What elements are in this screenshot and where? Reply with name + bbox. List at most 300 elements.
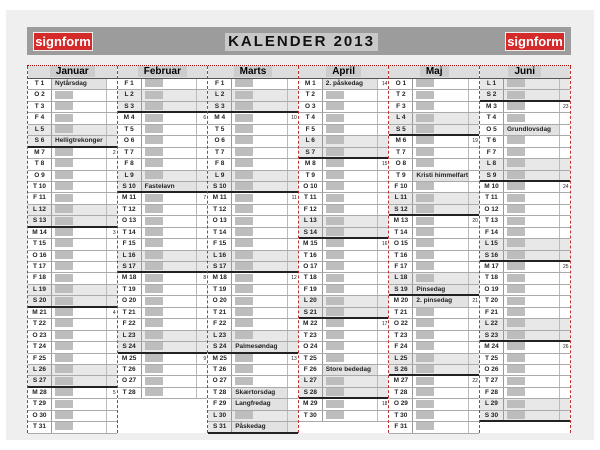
day-label: T 14 xyxy=(208,228,232,238)
note-placeholder xyxy=(235,182,253,190)
day-row[interactable] xyxy=(299,296,389,307)
day-row[interactable] xyxy=(118,331,208,342)
day-note xyxy=(142,102,197,111)
note-placeholder xyxy=(507,239,525,247)
week-number xyxy=(196,159,207,169)
day-row[interactable] xyxy=(208,182,298,193)
day-row[interactable] xyxy=(118,216,208,227)
day-row[interactable] xyxy=(480,102,570,113)
note-placeholder xyxy=(235,125,253,133)
note-placeholder xyxy=(235,159,253,167)
day-row[interactable] xyxy=(208,411,298,422)
day-note xyxy=(323,193,378,203)
day-row[interactable] xyxy=(208,125,298,136)
week-number xyxy=(377,182,388,192)
day-row[interactable] xyxy=(389,125,479,136)
day-label: O 2 xyxy=(28,90,52,100)
day-row[interactable] xyxy=(480,331,570,342)
day-row[interactable] xyxy=(118,376,208,387)
week-number: 4 xyxy=(106,308,117,318)
day-row[interactable] xyxy=(480,228,570,239)
day-row[interactable] xyxy=(208,159,298,170)
day-row[interactable] xyxy=(299,228,389,239)
day-row[interactable] xyxy=(28,239,117,250)
holiday-name: Nytårsdag xyxy=(52,79,106,89)
month-header xyxy=(299,66,389,79)
day-note xyxy=(323,376,378,386)
day-row[interactable] xyxy=(299,262,389,273)
day-note xyxy=(413,216,468,226)
day-row[interactable] xyxy=(118,273,208,284)
day-note xyxy=(413,205,468,214)
day-row[interactable] xyxy=(118,228,208,239)
day-row[interactable] xyxy=(389,262,479,273)
day-row[interactable] xyxy=(28,79,117,90)
day-row[interactable] xyxy=(299,388,389,399)
day-row[interactable] xyxy=(299,102,389,113)
day-row[interactable] xyxy=(28,159,117,170)
month-column-februar xyxy=(118,66,209,433)
note-placeholder xyxy=(326,411,344,419)
day-row[interactable] xyxy=(118,113,208,124)
day-note xyxy=(504,90,559,99)
day-row[interactable] xyxy=(28,251,117,262)
day-row[interactable] xyxy=(118,251,208,262)
day-row[interactable] xyxy=(299,308,389,319)
week-number xyxy=(559,113,570,123)
day-label: T 11 xyxy=(480,193,504,203)
day-label: L 9 xyxy=(118,171,142,181)
day-row[interactable] xyxy=(389,411,479,422)
day-note xyxy=(413,228,468,238)
day-row[interactable] xyxy=(208,399,298,410)
note-placeholder xyxy=(507,331,525,339)
day-row[interactable] xyxy=(480,125,570,136)
day-row[interactable] xyxy=(480,159,570,170)
day-row[interactable] xyxy=(118,125,208,136)
day-row[interactable] xyxy=(118,354,208,365)
day-row[interactable] xyxy=(118,308,208,319)
day-row[interactable] xyxy=(28,354,117,365)
day-row[interactable] xyxy=(389,136,479,147)
day-row[interactable] xyxy=(208,388,298,399)
day-row[interactable] xyxy=(28,148,117,159)
day-row[interactable] xyxy=(299,159,389,170)
day-row[interactable] xyxy=(208,342,298,353)
day-label: T 31 xyxy=(28,422,52,432)
day-row[interactable] xyxy=(389,159,479,170)
day-row[interactable] xyxy=(208,79,298,90)
day-row[interactable] xyxy=(480,285,570,296)
note-placeholder xyxy=(416,422,434,430)
day-row[interactable] xyxy=(389,285,479,296)
day-label: M 18 xyxy=(118,273,142,283)
day-row[interactable] xyxy=(208,251,298,262)
day-row[interactable] xyxy=(480,342,570,353)
day-note xyxy=(52,354,106,364)
day-row[interactable] xyxy=(208,216,298,227)
week-number xyxy=(287,399,298,409)
day-row[interactable] xyxy=(28,193,117,204)
day-note xyxy=(504,285,559,295)
day-row[interactable] xyxy=(480,90,570,101)
day-row[interactable] xyxy=(389,239,479,250)
day-row[interactable] xyxy=(28,90,117,101)
day-row[interactable] xyxy=(389,251,479,262)
day-row[interactable] xyxy=(28,273,117,284)
day-row[interactable] xyxy=(208,171,298,182)
week-number xyxy=(559,411,570,420)
day-row[interactable] xyxy=(28,228,117,239)
day-row[interactable] xyxy=(208,376,298,387)
day-row[interactable] xyxy=(480,251,570,262)
week-number xyxy=(468,182,479,192)
day-row[interactable] xyxy=(480,388,570,399)
day-note xyxy=(323,251,378,261)
day-row[interactable] xyxy=(28,365,117,376)
holiday-name: Grundlovsdag xyxy=(504,125,559,135)
day-row[interactable] xyxy=(389,113,479,124)
day-row[interactable] xyxy=(480,273,570,284)
day-row[interactable] xyxy=(208,239,298,250)
day-row[interactable] xyxy=(28,422,117,433)
note-placeholder xyxy=(507,388,525,396)
note-placeholder xyxy=(55,400,73,408)
day-row[interactable] xyxy=(389,376,479,387)
day-row[interactable] xyxy=(208,422,298,433)
day-row[interactable] xyxy=(299,319,389,330)
day-row[interactable] xyxy=(389,228,479,239)
day-label: T 9 xyxy=(299,171,323,181)
day-label: T 14 xyxy=(389,228,413,238)
note-placeholder xyxy=(235,102,253,110)
week-number xyxy=(106,422,117,432)
note-placeholder xyxy=(235,205,253,213)
page-title: KALENDER 2013 xyxy=(225,33,378,51)
note-placeholder xyxy=(416,262,434,270)
note-placeholder xyxy=(55,331,73,339)
week-number xyxy=(377,205,388,215)
day-label: O 26 xyxy=(480,365,504,375)
day-row[interactable] xyxy=(299,365,389,376)
day-label: F 25 xyxy=(28,354,52,364)
day-row[interactable] xyxy=(28,342,117,353)
note-placeholder xyxy=(55,102,73,110)
note-placeholder xyxy=(55,411,73,419)
day-row[interactable] xyxy=(118,296,208,307)
day-note xyxy=(413,193,468,203)
day-label: T 19 xyxy=(208,285,232,295)
day-label: T 1 xyxy=(28,79,52,89)
day-row[interactable] xyxy=(28,399,117,410)
day-row[interactable] xyxy=(299,148,389,159)
week-number xyxy=(287,159,298,169)
day-row[interactable] xyxy=(389,90,479,101)
day-row[interactable] xyxy=(480,296,570,307)
day-label: T 11 xyxy=(299,193,323,203)
day-row[interactable] xyxy=(480,365,570,376)
note-placeholder xyxy=(235,319,253,327)
day-row[interactable] xyxy=(299,411,389,422)
week-number xyxy=(468,399,479,409)
week-number xyxy=(468,102,479,112)
day-row[interactable] xyxy=(28,262,117,273)
day-row[interactable] xyxy=(208,308,298,319)
day-row[interactable] xyxy=(299,399,389,410)
month-name: April xyxy=(326,66,361,77)
day-row[interactable] xyxy=(28,125,117,136)
day-note xyxy=(413,136,468,146)
day-row[interactable] xyxy=(299,251,389,262)
day-row[interactable] xyxy=(118,193,208,204)
day-label: L 2 xyxy=(118,90,142,100)
day-row[interactable] xyxy=(299,193,389,204)
day-row[interactable] xyxy=(389,216,479,227)
day-row[interactable] xyxy=(299,79,389,90)
day-row[interactable] xyxy=(389,365,479,376)
day-note xyxy=(52,376,106,385)
week-number xyxy=(106,136,117,145)
day-row[interactable] xyxy=(28,171,117,182)
day-row[interactable] xyxy=(389,205,479,216)
day-row[interactable] xyxy=(299,376,389,387)
day-note xyxy=(232,193,287,203)
day-row[interactable] xyxy=(389,422,479,433)
day-row[interactable] xyxy=(208,148,298,159)
day-row[interactable] xyxy=(28,205,117,216)
note-placeholder xyxy=(507,159,525,167)
day-note xyxy=(232,125,287,135)
week-number xyxy=(196,319,207,329)
day-row[interactable] xyxy=(389,273,479,284)
day-note xyxy=(413,125,468,134)
day-row[interactable] xyxy=(389,182,479,193)
day-note xyxy=(232,239,287,249)
day-row[interactable] xyxy=(28,331,117,342)
day-row[interactable] xyxy=(28,182,117,193)
note-placeholder xyxy=(145,239,163,247)
day-row[interactable] xyxy=(480,136,570,147)
day-label: S 14 xyxy=(299,228,323,237)
day-row[interactable] xyxy=(389,399,479,410)
day-row[interactable] xyxy=(389,148,479,159)
month-column-maj xyxy=(389,66,480,433)
week-number: 26 xyxy=(559,342,570,352)
day-row[interactable] xyxy=(480,205,570,216)
day-row[interactable] xyxy=(208,262,298,273)
day-label: L 8 xyxy=(480,159,504,169)
day-label: O 13 xyxy=(118,216,142,226)
day-row[interactable] xyxy=(480,171,570,182)
day-row[interactable] xyxy=(118,159,208,170)
week-number: 20 xyxy=(468,216,479,226)
day-note xyxy=(323,113,378,123)
day-row[interactable] xyxy=(480,113,570,124)
week-number xyxy=(196,79,207,89)
day-row[interactable] xyxy=(118,102,208,113)
day-row[interactable] xyxy=(118,182,208,193)
day-label: S 3 xyxy=(118,102,142,111)
day-row[interactable] xyxy=(389,331,479,342)
day-row[interactable] xyxy=(299,125,389,136)
note-placeholder xyxy=(416,365,434,373)
day-row[interactable] xyxy=(208,102,298,113)
day-row[interactable] xyxy=(480,354,570,365)
day-row[interactable] xyxy=(208,90,298,101)
day-row[interactable] xyxy=(118,239,208,250)
day-row[interactable] xyxy=(28,308,117,319)
day-row[interactable] xyxy=(208,354,298,365)
day-row[interactable] xyxy=(208,319,298,330)
week-number xyxy=(287,319,298,329)
day-row[interactable] xyxy=(208,228,298,239)
day-row[interactable] xyxy=(118,90,208,101)
day-note xyxy=(142,251,197,261)
day-label: T 26 xyxy=(208,365,232,375)
day-row[interactable] xyxy=(208,285,298,296)
day-label: S 24 xyxy=(208,342,232,351)
day-row[interactable] xyxy=(118,365,208,376)
day-row[interactable] xyxy=(299,342,389,353)
day-note xyxy=(52,102,106,112)
day-row[interactable] xyxy=(299,273,389,284)
day-row[interactable] xyxy=(480,411,570,422)
day-note xyxy=(413,79,468,89)
week-number xyxy=(377,136,388,146)
day-row[interactable] xyxy=(299,216,389,227)
week-number xyxy=(287,228,298,238)
note-placeholder xyxy=(507,377,525,385)
note-placeholder xyxy=(326,228,344,236)
day-row[interactable] xyxy=(299,239,389,250)
day-row[interactable] xyxy=(208,296,298,307)
day-row[interactable] xyxy=(480,148,570,159)
day-row[interactable] xyxy=(389,354,479,365)
day-row[interactable] xyxy=(28,102,117,113)
day-row[interactable] xyxy=(28,376,117,387)
note-placeholder xyxy=(507,354,525,362)
day-row[interactable] xyxy=(389,171,479,182)
day-row[interactable] xyxy=(208,331,298,342)
day-row[interactable] xyxy=(389,102,479,113)
day-row[interactable] xyxy=(389,342,479,353)
day-row[interactable] xyxy=(480,239,570,250)
day-label: T 15 xyxy=(28,239,52,249)
week-number xyxy=(559,376,570,386)
note-placeholder xyxy=(507,91,525,99)
week-number xyxy=(559,228,570,238)
day-row[interactable] xyxy=(480,308,570,319)
week-number xyxy=(468,308,479,318)
day-row[interactable] xyxy=(480,182,570,193)
note-placeholder xyxy=(416,182,434,190)
day-row[interactable] xyxy=(118,342,208,353)
week-number xyxy=(559,285,570,295)
day-note xyxy=(413,102,468,112)
day-row[interactable] xyxy=(118,262,208,273)
day-label: M 22 xyxy=(299,319,323,329)
day-row[interactable] xyxy=(28,136,117,147)
note-placeholder xyxy=(235,354,253,362)
day-row[interactable] xyxy=(389,79,479,90)
note-placeholder xyxy=(416,400,434,408)
day-row[interactable] xyxy=(28,411,117,422)
day-row[interactable] xyxy=(28,388,117,399)
note-placeholder xyxy=(55,388,73,396)
day-row[interactable] xyxy=(118,319,208,330)
day-row[interactable] xyxy=(28,319,117,330)
day-row[interactable] xyxy=(118,285,208,296)
day-row[interactable] xyxy=(118,136,208,147)
day-row[interactable] xyxy=(299,205,389,216)
day-row[interactable] xyxy=(480,376,570,387)
day-note xyxy=(413,376,468,386)
day-row[interactable] xyxy=(389,319,479,330)
week-number xyxy=(377,308,388,317)
day-row[interactable] xyxy=(208,205,298,216)
day-label: M 10 xyxy=(480,182,504,192)
note-placeholder xyxy=(507,342,525,350)
day-row[interactable] xyxy=(118,79,208,90)
day-row[interactable] xyxy=(389,193,479,204)
day-row[interactable] xyxy=(299,182,389,193)
day-note xyxy=(142,79,197,89)
day-row[interactable] xyxy=(118,205,208,216)
week-number xyxy=(106,90,117,100)
day-row[interactable] xyxy=(208,193,298,204)
note-placeholder xyxy=(326,217,344,225)
day-row[interactable] xyxy=(28,113,117,124)
day-row[interactable] xyxy=(118,388,208,399)
day-row[interactable] xyxy=(299,354,389,365)
day-row[interactable] xyxy=(299,285,389,296)
day-label: F 3 xyxy=(389,102,413,112)
signform-logo-left: signform xyxy=(33,32,93,51)
day-row[interactable] xyxy=(480,262,570,273)
day-row[interactable] xyxy=(208,273,298,284)
note-placeholder xyxy=(416,205,434,213)
day-row[interactable] xyxy=(118,148,208,159)
day-row[interactable] xyxy=(299,331,389,342)
day-note xyxy=(413,354,468,364)
day-row[interactable] xyxy=(480,399,570,410)
day-row[interactable] xyxy=(299,136,389,147)
day-row[interactable] xyxy=(299,171,389,182)
day-row[interactable] xyxy=(389,296,479,307)
day-row[interactable] xyxy=(480,319,570,330)
day-row[interactable] xyxy=(389,388,479,399)
day-note xyxy=(232,376,287,386)
day-row[interactable] xyxy=(389,308,479,319)
day-label: S 6 xyxy=(28,136,52,145)
day-row[interactable] xyxy=(28,216,117,227)
day-row[interactable] xyxy=(480,193,570,204)
day-row[interactable] xyxy=(480,79,570,90)
day-row[interactable] xyxy=(208,365,298,376)
day-row[interactable] xyxy=(480,216,570,227)
day-row[interactable] xyxy=(208,113,298,124)
day-row[interactable] xyxy=(299,90,389,101)
week-number xyxy=(377,251,388,261)
day-row[interactable] xyxy=(299,113,389,124)
day-row[interactable] xyxy=(118,171,208,182)
day-label: L 9 xyxy=(208,171,232,181)
day-label: S 2 xyxy=(480,90,504,99)
day-row[interactable] xyxy=(28,296,117,307)
day-row[interactable] xyxy=(28,285,117,296)
day-label: S 9 xyxy=(480,171,504,180)
day-row[interactable] xyxy=(208,136,298,147)
